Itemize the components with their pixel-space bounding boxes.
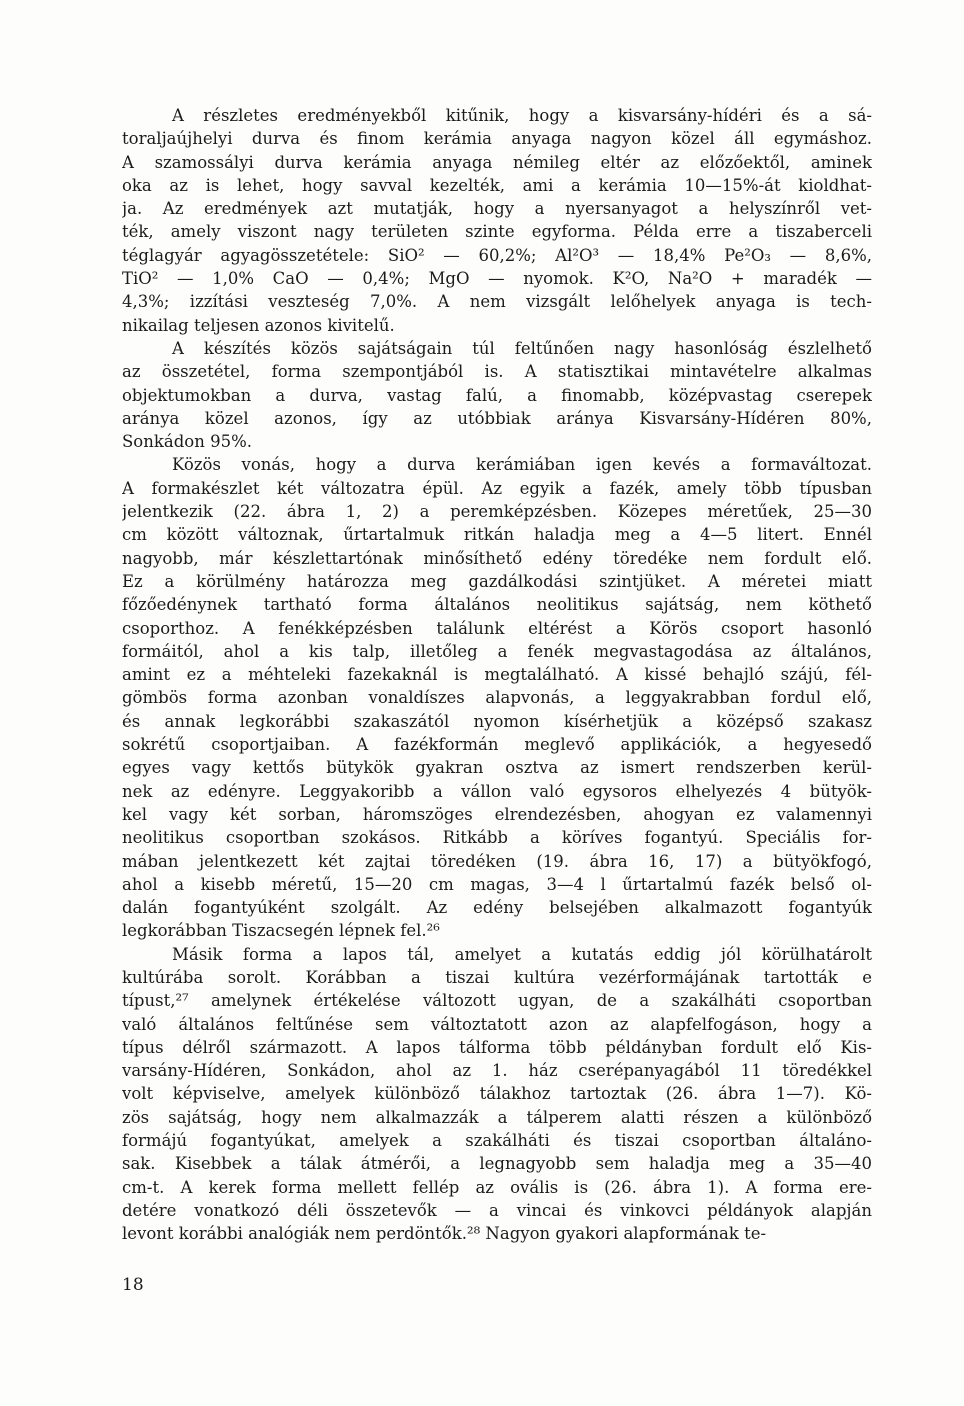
paragraph bbox=[122, 453, 872, 942]
text-line: ja. Az eredmények azt mutatják, hogy a nyersanyagot a helyszínről vet- bbox=[122, 199, 872, 219]
body-text bbox=[122, 104, 872, 1246]
text-line: csoporthoz. A fenékképzésben találunk eltérést a Körös csoport hasonló bbox=[122, 618, 872, 638]
text-line: Közös vonás, hogy a durva kerámiában igen kevés a formaváltozat. bbox=[172, 455, 872, 475]
text-line: Ez a körülmény határozza meg gazdálkodási szintjüket. A méretei miatt bbox=[122, 571, 872, 591]
text-line: formájú fogantyúkat, amelyek a szakálháti és tiszai csoportban általáno- bbox=[122, 1131, 872, 1151]
text-line: objektumokban a durva, vastag falú, a finomabb, középvastag cserepek bbox=[122, 385, 872, 405]
text-line: típus délről származott. A lapos tálforma több példányban fordult elő Kis- bbox=[122, 1037, 872, 1057]
text-line: cm között változnak, űrtartalmuk ritkán haladja meg a 4—5 litert. Ennél bbox=[122, 525, 872, 545]
text-line: nikailag teljesen azonos kivitelű. bbox=[122, 315, 395, 335]
text-line: Sonkádon 95%. bbox=[122, 432, 252, 452]
text-line: nagyobb, már készlettartónak minősíthető edény töredéke nem fordult elő. bbox=[122, 548, 872, 568]
text-line: TiO² — 1,0% CaO — 0,4%; MgO — nyomok. K²O, Na²O + maradék — bbox=[122, 269, 872, 289]
text-line: jelentkezik (22. ábra 1, 2) a peremképzésben. Közepes méretűek, 25—30 bbox=[122, 502, 872, 522]
text-line: való általános feltűnése sem változtatott azon az alapfelfogáson, hogy a bbox=[122, 1014, 872, 1034]
text-line: kel vagy két sorban, háromszöges elrendezésben, ahogyan ez valamennyi bbox=[122, 804, 872, 824]
text-line: ték, amely viszont nagy területen szinte egyforma. Példa erre a tiszaberceli bbox=[122, 222, 872, 242]
paragraph bbox=[122, 943, 872, 1246]
text-line: formáitól, ahol a kis talp, illetőleg a fenék megvastagodása az általános, bbox=[122, 641, 872, 661]
text-line: dalán fogantyúként szolgált. Az edény belsejében alkalmazott fogantyúk bbox=[122, 898, 872, 918]
text-line: kultúrába sorolt. Korábban a tiszai kultúra vezérformájának tartották e bbox=[122, 967, 872, 987]
text-line: amint ez a méhteleki fazekaknál is megtalálható. A kissé behajló szájú, fél- bbox=[122, 665, 872, 685]
text-line: egyes vagy kettős bütykök gyakran osztva az ismert rendszerben kerül- bbox=[122, 758, 872, 778]
text-line: aránya közel azonos, így az utóbbiak aránya Kisvarsány-Hídéren 80%, bbox=[122, 408, 872, 428]
text-line: volt képviselve, amelyek különböző tálakhoz tartoztak (26. ábra 1—7). Kö- bbox=[122, 1084, 872, 1104]
text-line: neolitikus csoportban szokásos. Ritkább a köríves fogantyú. Speciális for- bbox=[122, 828, 872, 848]
text-line: cm-t. A kerek forma mellett fellép az ovális is (26. ábra 1). A forma ere- bbox=[122, 1177, 872, 1197]
text-line: az összetétel, forma szempontjából is. A statisztikai mintavételre alkalmas bbox=[122, 362, 872, 382]
page-number: 18 bbox=[122, 1275, 144, 1295]
text-line: 4,3%; izzítási veszteség 7,0%. A nem vizsgált lelőhelyek anyaga is tech- bbox=[122, 292, 872, 312]
text-line: és annak legkorábbi szakaszától nyomon kísérhetjük a középső szakasz bbox=[122, 711, 872, 731]
text-line: ahol a kisebb méretű, 15—20 cm magas, 3—4 l űrtartalmú fazék belső ol- bbox=[122, 874, 872, 894]
text-line: varsány-Hídéren, Sonkádon, ahol az 1. ház cserépanyagából 11 töredékkel bbox=[122, 1061, 872, 1081]
text-line: A készítés közös sajátságain túl feltűnően nagy hasonlóság észlelhető bbox=[172, 338, 872, 358]
text-line: detére vonatkozó déli összetevők — a vincai és vinkovci példányok alapján bbox=[122, 1200, 872, 1220]
text-line: téglagyár agyagösszetétele: SiO² — 60,2%; Al²O³ — 18,4% Pe²O₃ — 8,6%, bbox=[122, 245, 872, 265]
text-line: típust,²⁷ amelynek értékelése változott ugyan, de a szakálháti csoportban bbox=[122, 991, 872, 1011]
text-line: levont korábbi analógiák nem perdöntők.²⁸ Nagyon gyakori alapformának te- bbox=[122, 1224, 767, 1244]
text-line: toraljaújhelyi durva és finom kerámia anyaga nagyon közel áll egymáshoz. bbox=[122, 129, 872, 149]
text-line: A szamossályi durva kerámia anyaga némileg eltér az előzőektől, aminek bbox=[122, 152, 872, 172]
text-line: A formakészlet két változatra épül. Az egyik a fazék, amely több típusban bbox=[122, 478, 872, 498]
text-line: zös sajátság, hogy nem alkalmazzák a tálperem alatti részen a különböző bbox=[122, 1107, 872, 1127]
text-line: A részletes eredményekből kitűnik, hogy a kisvarsány-hídéri és a sá- bbox=[172, 106, 872, 125]
text-line: sokrétű csoportjaiban. A fazékformán meglevő applikációk, a hegyesedő bbox=[122, 735, 872, 755]
text-line: gömbös forma azonban vonaldíszes alapvonás, a leggyakrabban fordul elő, bbox=[122, 688, 872, 708]
text-line: főzőedénynek tartható forma általános neolitikus sajátság, nem köthető bbox=[122, 595, 872, 615]
text-line: nek az edényre. Leggyakoribb a vállon való egysoros elhelyezés 4 bütyök- bbox=[122, 781, 872, 801]
text-line: sak. Kisebbek a tálak átmérői, a legnagyobb sem haladja meg a 35—40 bbox=[122, 1154, 872, 1174]
text-line: oka az is lehet, hogy savval kezelték, ami a kerámia 10—15%-át kioldhat- bbox=[122, 175, 872, 195]
paragraph bbox=[122, 104, 872, 337]
paragraph bbox=[122, 337, 872, 453]
text-line: legkorábban Tiszacsegén lépnek fel.²⁶ bbox=[122, 921, 440, 941]
text-line: Másik forma a lapos tál, amelyet a kutatás eddig jól körülhatárolt bbox=[172, 944, 872, 964]
text-line: mában jelentkezett két zajtai töredéken (19. ábra 16, 17) a bütyökfogó, bbox=[122, 851, 872, 871]
